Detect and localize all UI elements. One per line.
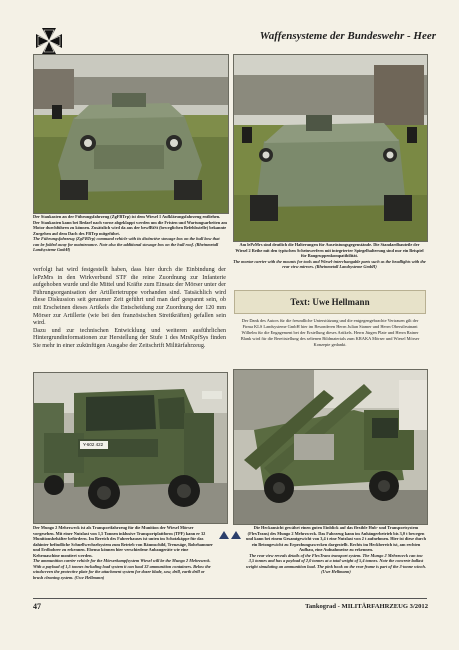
photo-command-vehicle (33, 54, 229, 214)
caption-mungo-rear (246, 525, 426, 593)
caption-command-vehicle (33, 214, 227, 264)
footer-rule (33, 598, 427, 599)
acknowledgement: Der Dank des Autors für die freundliche Unterstützung und die entgegengebrachte Vertrauen gilt der Firma KLS Landsysteme GmbH hier im Besonderen Herrn Julian Stamer und Herrn Oberstleutnant Wilhelm für die Engagement bei der Erstellung dieses Artikels. Herrn Jürgen Plate und Herrn Rainer Blank wird für die Bereitstellung des seltenen Bildmaterials zum KRAKA Mörser und Wiesel Mörser Konzepte gedankt. (240, 318, 420, 347)
caption-text-en: The Führungsfahrzeug (ZgFBTrp) command vehicle with its distinctive stowage box on the hull bow that can be folded away for maintenance. Note also the additional stowage box on the hull roof. (Rheinmetall Landsysteme GmbH) (33, 236, 220, 252)
author-box: Text: Uwe Hellmann (234, 290, 426, 314)
caption-text-en: The rear view reveals details of the FlexTrans transport system. The Mungo 2 Mehrzweck can tow 3,5 tonnes and has a payload of 2,0 tonnes at a total weight of 5,4 tonnes. Note the concrete ballast weight simulating an ammunition load. The pink hook on the rear frame is part of the 3-tonne winch. (Uwe Hellmann) (246, 552, 426, 574)
triangle-markers-icon (218, 530, 242, 540)
caption-text-en: The ammunition carrier vehicle for the Mörserkampfsystem Wiesel will be the Mungo 2 Mehrzweck. With a payload of 1,5 tonnes including load system it can haul 32 ammunition containers. Below the windscreen the protective plate for the attachment system for dozer blade, saw, drill, earth drill or brush cleaning system. (Uwe Hellmann) (33, 558, 211, 580)
caption-text-en: The mortar carrier with the mounts for tools and Wiesel-interchangable parts such as the headlights with the rear view mirrors. (Rheinmetall Landsysteme GmbH) (233, 258, 426, 269)
caption-mortar-carrier (233, 242, 426, 282)
caption-text-de: Der Staukasten an der Führungsfahrzeug (ZgFBTrp) ist dem Wiesel 1 Aufklärungsfahrzeug entliehen. Der Staukasten kann bei Bedarf nach vorne abgeklappt werden um die Fristen und Wartungsarbeiten am Motor durchführen zu können. Zusätzlich wird da aus der bewfBtSt (beweglichen Befehlsstelle) bekannte Zurgehen auf dem Dach des FBTrp mitgeführt. (33, 214, 227, 236)
photo-mungo-rear (233, 369, 428, 525)
publication-title: Tankograd - MILITÄRFAHRZEUG 3/2012 (305, 603, 428, 610)
article-body (33, 267, 226, 377)
body-paragraph: Dazu und zur technischen Entwicklung und weiteren ausführlichen Hintergrundinformationen zur Herstellung der Stufe 1 des MrsKpfSys finden Sie mehr in einer zukünftigen Ausgabe der Zeitschrift Militärfahrzeug. (33, 327, 226, 349)
caption-text-de: Der Mungo 2 Mehrzweck ist als Transportfahrzeug für die Munition der Wiesel Mörser vorgesehen. Mit einer Nutzlast von 1,5 Tonnen inklusive Transportplattform (TPF) kann er 32 Munitionsbehälter befördern. Im Bereich des Fahrerhauses ist unten im Schotzkäppe für das dahinter befindliche Schnellwechselsystem zum Betrieb von Räumschild, Trenzsäge, Bohrhammer und Erdbohrer zu erkennen. Ebenso können hier verschiedene Anbaugeräte wie eine Kehrmaschine montiert werden. (33, 525, 213, 558)
page-number: 47 (33, 602, 41, 611)
page-title: Waffensysteme der Bundeswehr - Heer (259, 30, 436, 42)
body-paragraph: verfolgt hat wird festgestellt haben, dass hier durch die Einbindung der lePzMrs in den Wirkverbund STF die reine Zuordnung zur Infanterie aufgehoben wurde und die Mittel und Kräfte zum Einsatz der Mörser unter der Führungsorganisation der Artillerietruppe vorhanden sind. Tatsächlich wird diese Diskussion seit geraumer Zeit geführt und man darf gespannt sein, ob mit Erscheinen dieses Artikels die Entscheidung zur Zuordnung der 120 mm Mörser zur Artillerie (wie bei den französischen Streitkräften) gefallen sein wird. (33, 267, 226, 327)
caption-text-de: Am lePzMrs sind deutlich die Halterungen für Ausrüstungsgegenstände. Die Standardbauteile der Wiesel 2 Reihe mit den typischen Scheinwerfern mit integrierter Spiegelhalterung sind nur ein Beispiel für Baugruppenkompatibilität. (235, 242, 424, 258)
photo-mortar-carrier (233, 54, 428, 242)
photo-mungo-front (33, 372, 228, 524)
caption-mungo-front (33, 525, 215, 593)
iron-cross-icon (34, 26, 64, 56)
license-plate: Y-602 422 (82, 442, 104, 447)
caption-text-de: Die Heckansicht gewährt einen guten Einblick auf das flexible Hub- und Transportsystem (FlexTrans) des Mungo 2 Mehrzweck. Das Fahrzeug kann im Anhängerbetrieb bis 3,0 t bewegen und kann bei einem Gesamtgewicht von 3,4 t eine Nutzlast von 2 t aufnehmen. Hier ist diese durch ein Betongewicht zu Erprobungszwecken dargestellt. Rechts im Heckbereich ist, am rechten Aufbau, eine Aufnahmeöse zu erkennen. (246, 525, 426, 552)
